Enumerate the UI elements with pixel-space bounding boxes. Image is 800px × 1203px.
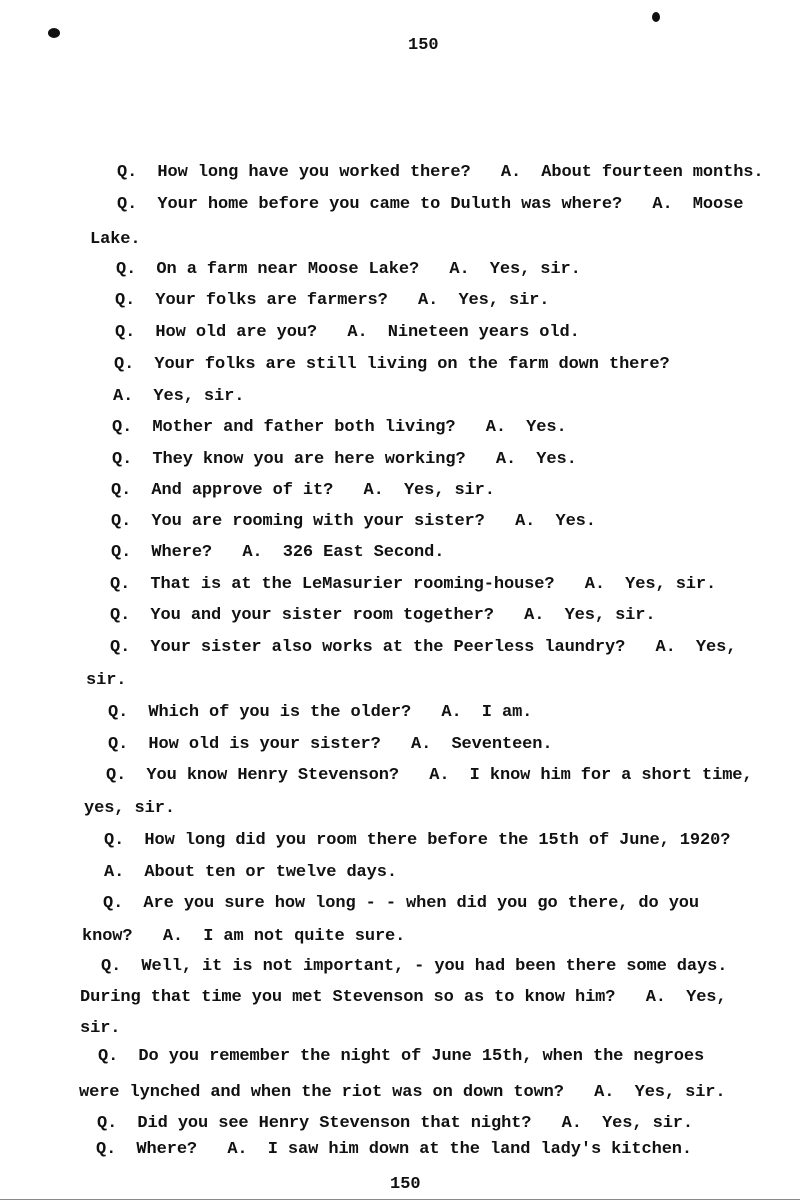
transcript-line: yes, sir. (84, 799, 175, 818)
transcript-line: Q. They know you are here working? A. Yes. (112, 450, 577, 469)
ink-blot (48, 28, 60, 38)
transcript-line: A. Yes, sir. (113, 387, 245, 406)
scan-edge-line (0, 1199, 800, 1200)
transcript-line: A. About ten or twelve days. (104, 863, 397, 882)
transcript-line: Q. On a farm near Moose Lake? A. Yes, sir. (116, 260, 581, 279)
transcript-line: were lynched and when the riot was on down town? A. Yes, sir. (79, 1083, 726, 1102)
page-number-bottom: 150 (390, 1175, 421, 1194)
transcript-line: Q. Well, it is not important, - you had been there some days. (101, 957, 728, 976)
transcript-line: During that time you met Stevenson so as to know him? A. Yes, (80, 988, 727, 1007)
transcript-line: Q. How long did you room there before the 15th of June, 1920? (104, 831, 731, 850)
transcript-line: Q. Your home before you came to Duluth was where? A. Moose (117, 195, 744, 214)
transcript-line: Q. Your folks are farmers? A. Yes, sir. (115, 291, 550, 310)
transcript-line: Q. Do you remember the night of June 15th, when the negroes (98, 1047, 705, 1066)
transcript-line: Q. How old are you? A. Nineteen years old. (115, 323, 580, 342)
transcript-line: Q. You and your sister room together? A. Yes, sir. (110, 606, 656, 625)
transcript-line: Q. Which of you is the older? A. I am. (108, 703, 533, 722)
transcript-line: Q. Your sister also works at the Peerless laundry? A. Yes, (110, 638, 737, 657)
ink-blot (652, 12, 660, 22)
transcript-line: Q. You know Henry Stevenson? A. I know him for a short time, (106, 766, 753, 785)
transcript-line: Q. And approve of it? A. Yes, sir. (111, 481, 495, 500)
transcript-line: know? A. I am not quite sure. (82, 927, 406, 946)
transcript-line: sir. (86, 671, 127, 690)
transcript-line: sir. (80, 1019, 121, 1038)
transcript-line: Q. Your folks are still living on the farm down there? (114, 355, 670, 374)
transcript-line: Q. Where? A. 326 East Second. (111, 543, 445, 562)
transcript-line: Q. Mother and father both living? A. Yes. (112, 418, 567, 437)
page-number-top: 150 (408, 36, 439, 55)
transcript-line: Lake. (90, 230, 141, 249)
transcript-line: Q. Where? A. I saw him down at the land lady's kitchen. (96, 1140, 692, 1159)
transcript-line: Q. Did you see Henry Stevenson that night? A. Yes, sir. (97, 1114, 693, 1133)
transcript-line: Q. How old is your sister? A. Seventeen. (108, 735, 553, 754)
transcript-line: Q. How long have you worked there? A. About fourteen months. (117, 163, 764, 182)
transcript-line: Q. That is at the LeMasurier rooming-house? A. Yes, sir. (110, 575, 717, 594)
transcript-line: Q. You are rooming with your sister? A. Yes. (111, 512, 596, 531)
transcript-line: Q. Are you sure how long - - when did you go there, do you (103, 894, 699, 913)
